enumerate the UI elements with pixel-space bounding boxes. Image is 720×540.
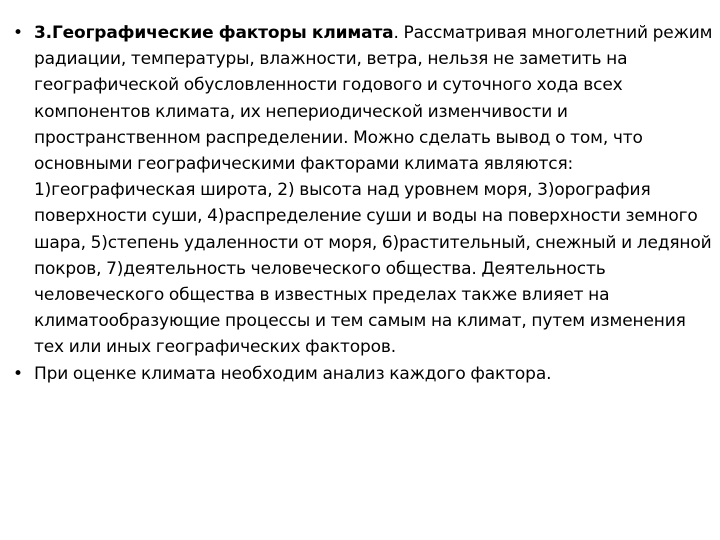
bullet-dot-icon: • [13,23,24,43]
bullet-dot-icon: • [13,364,24,385]
bullet-item-factors [0,20,720,361]
bullet-item-analysis [0,361,720,387]
bullet-list [0,20,720,387]
bullet-body: При оценке климата необходим анализ каждого фактора. [34,364,552,385]
bullet-body: . Рассматривая многолетний режим радиации, температуры, влажности, ветра, нельзя не заметить на географической обусловленности годового и суточного хода всех компонентов климата, их непериодической изменчивости и пространственном распределении. Можно сделать вывод о том, что основными географическими факторами климата являются: 1)географическая широта, 2) высота над уровнем моря, 3)орография поверхности суши, 4)распределение суши и воды на поверхности земного шара, 5)степень удаленности от моря, 6)растительный, снежный и ледяной покров, 7)деятельность человеческого общества. Деятельность человеческого общества в известных пределах также влияет на климатообразующие процессы и тем самым на климат, путем изменения тех или иных географических факторов. [34,23,713,358]
bullet-heading: 3.Географические факторы климата [34,23,394,43]
bullet-text [34,361,714,387]
bullet-text [34,20,714,361]
